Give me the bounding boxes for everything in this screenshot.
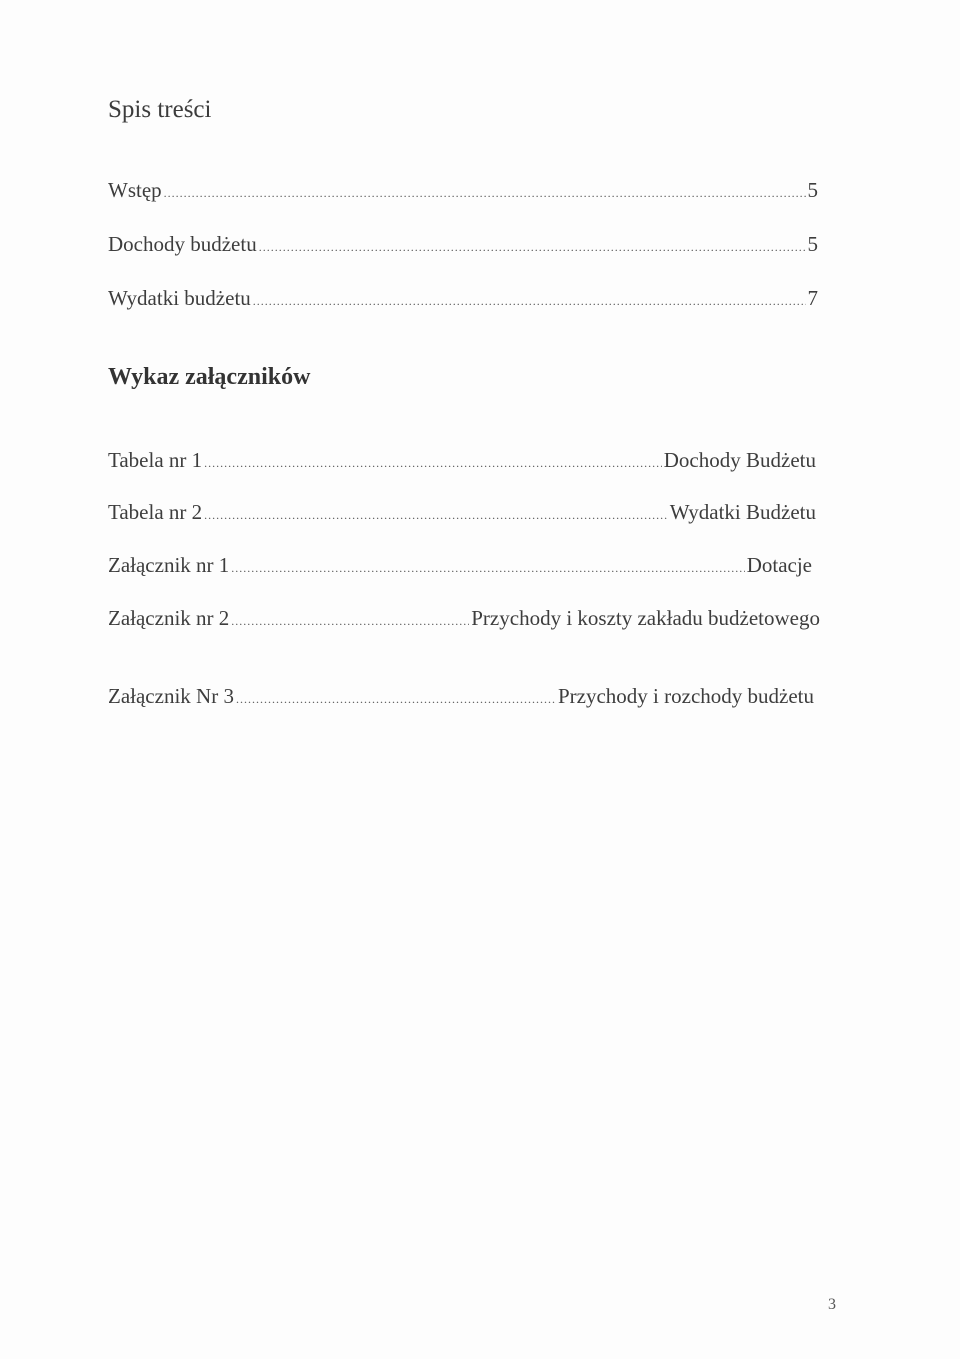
toc-entry-page: 7 [807, 286, 818, 310]
dot-leader [231, 615, 469, 627]
toc-entry-label: Wstęp [108, 178, 162, 202]
dot-leader [204, 509, 668, 521]
attachment-entry [108, 500, 816, 525]
attachment-label: Załącznik nr 2 [108, 606, 230, 630]
attachment-target: Wydatki Budżetu [669, 500, 816, 524]
toc-title: Spis treści [108, 96, 212, 123]
attachment-target: Przychody i koszty zakładu budżetowego [471, 606, 820, 630]
attachment-entry [108, 448, 816, 473]
dot-leader [236, 693, 556, 705]
toc-entry-page: 5 [807, 232, 818, 256]
attachment-target: Dochody Budżetu [663, 448, 816, 472]
attachment-label: Załącznik nr 1 [108, 553, 230, 577]
toc-entry [108, 232, 818, 257]
attachment-label: Tabela nr 2 [108, 500, 203, 524]
toc-entry-page: 5 [807, 178, 818, 202]
attachment-target: Dotacje [746, 553, 812, 577]
attachment-label: Załącznik Nr 3 [108, 684, 234, 708]
dot-leader [231, 562, 744, 574]
dot-leader [204, 457, 662, 469]
toc-entry [108, 178, 818, 203]
dot-leader [164, 187, 806, 199]
page-number: 3 [828, 1296, 836, 1313]
attachment-label: Tabela nr 1 [108, 448, 203, 472]
toc-entry-label: Wydatki budżetu [108, 286, 251, 310]
dot-leader [253, 295, 806, 307]
toc-entry [108, 286, 818, 311]
attachment-target: Przychody i rozchody budżetu [557, 684, 814, 708]
attachment-entry [108, 684, 814, 709]
attachments-title: Wykaz załączników [108, 364, 311, 390]
attachment-entry [108, 606, 820, 631]
toc-entry-label: Dochody budżetu [108, 232, 257, 256]
dot-leader [259, 241, 806, 253]
attachment-entry [108, 553, 812, 578]
